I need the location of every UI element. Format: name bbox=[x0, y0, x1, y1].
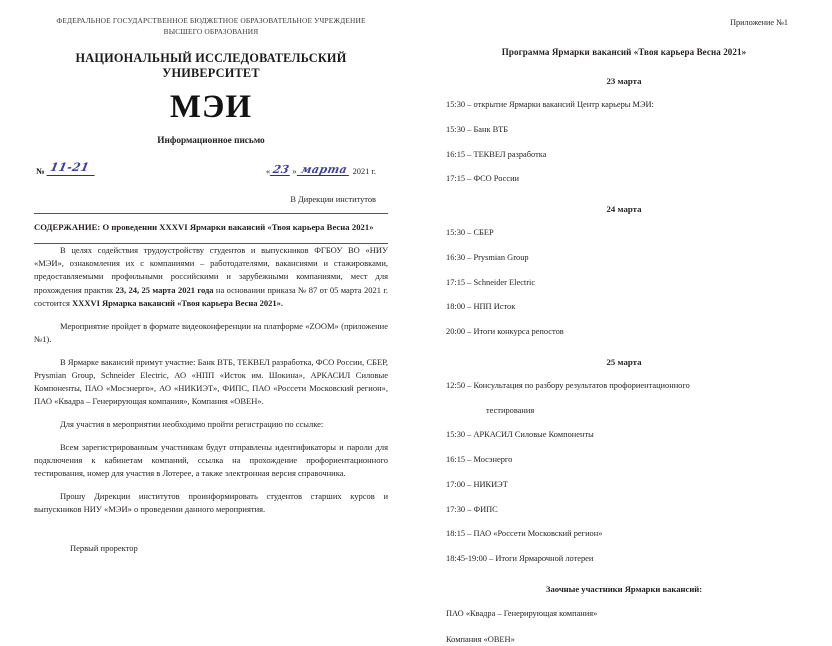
number-symbol: № bbox=[36, 165, 45, 176]
appendix-label: Приложение №1 bbox=[730, 18, 788, 27]
absentee-participant: ПАО «Квадра – Генерирующая компания» bbox=[446, 609, 598, 619]
schedule-item: 16:15 – Мосэнерго bbox=[446, 455, 513, 465]
schedule-item: 17:00 – НИКИЭТ bbox=[446, 479, 508, 489]
mei-logo: МЭИ bbox=[169, 89, 253, 126]
date-quote-close: » bbox=[292, 167, 297, 177]
day-heading: 25 марта bbox=[606, 356, 642, 367]
schedule-item: 18:00 – НПП Исток bbox=[446, 302, 516, 312]
document-date bbox=[266, 164, 376, 176]
schedule-item: 15:30 – СБЕР bbox=[446, 228, 494, 238]
signatory-title: Первый проректор bbox=[70, 542, 138, 553]
addressee: В Дирекции институтов bbox=[290, 195, 376, 205]
schedule-item: 12:50 – Консультация по разбору результатов профориентационного bbox=[446, 380, 690, 390]
program-schedule bbox=[446, 76, 802, 565]
schedule-item: 20:00 – Итоги конкурса репостов bbox=[446, 327, 564, 337]
schedule-item: 16:30 – Prysmian Group bbox=[446, 252, 529, 262]
date-month-handwritten: марта bbox=[296, 164, 351, 176]
date-quote-open: « bbox=[266, 167, 271, 177]
paragraph-credentials: Всем зарегистрированным участникам будут отправлены идентификаторы и пароли для подключения к кабинетам компаний, ссылка на прохождение профориентационного тестирования, номер для участия в Лотерее, а также электронная версия справочника. bbox=[34, 441, 388, 479]
absentee-participants-list bbox=[446, 608, 802, 646]
paragraph-registration: Для участия в мероприятии необходимо пройти регистрацию по ссылке: bbox=[60, 419, 324, 430]
schedule-item-continuation: тестирования bbox=[486, 405, 535, 415]
document-kind: Информационное письмо bbox=[157, 136, 265, 147]
day-heading: 24 марта bbox=[606, 204, 642, 215]
schedule-item: 15:30 – открытие Ярмарки вакансий Центр карьеры МЭИ: bbox=[446, 100, 654, 109]
paragraph-request: Прошу Дирекции институтов проинформировать студентов старших курсов и выпускников НИУ «МЭИ» о проведении данного мероприятия. bbox=[34, 491, 388, 515]
subject-line: СОДЕРЖАНИЕ: О проведении XXXVI Ярмарки вакансий «Твоя карьера Весна 2021» bbox=[34, 222, 374, 233]
event-name: XXXVI Ярмарка вакансий «Твоя карьера Весна 2021». bbox=[72, 297, 283, 308]
number-handwritten-value: 11-21 bbox=[46, 162, 97, 176]
date-day-handwritten: 23 bbox=[271, 163, 291, 177]
schedule-item: 18:15 – ПАО «Россети Московский регион» bbox=[446, 529, 603, 539]
document-number bbox=[36, 162, 95, 176]
letter-meta-row bbox=[34, 156, 388, 186]
schedule-item: 17:15 – ФСО России bbox=[446, 174, 520, 184]
paragraph-participants: В Ярмарке вакансий примут участие: Банк ВТБ, ТЕКВЕЛ разработка, ФСО России, СБЕР, Prysmian Group, Schneider Electric, АО «НПП «Исток им. Шокина», АРКАСИЛ Силовые Компоненты, ПАО «Мосэнерго», АО «НИКИЭТ», ФИПС, ПАО «Россети Московский регион», ПАО «Квадра – Генерирующая компания», Компания «ОВЕН». bbox=[34, 356, 388, 407]
schedule-item: 18:45-19:00 – Итоги Ярмарочной лотереи bbox=[446, 554, 594, 564]
day-heading: 23 марта bbox=[606, 76, 642, 86]
paragraph-purpose-part-3: на основании приказа № 87 от 05 марта 2021 г. состоится bbox=[34, 284, 388, 308]
schedule-item: 17:30 – ФИПС bbox=[446, 504, 498, 514]
absentee-participant: Компания «ОВЕН» bbox=[446, 634, 515, 644]
letter-page bbox=[0, 0, 416, 594]
schedule-item: 15:30 – Банк ВТБ bbox=[446, 124, 509, 134]
paragraph-purpose bbox=[34, 244, 388, 310]
date-year: 2021 г. bbox=[352, 167, 376, 177]
paragraph-purpose-part-1: В целях содействия трудоустройству студентов и выпускников ФГБОУ ВО «НИУ «МЭИ», ознакомления их с компаниями – работодателями, вакансиями и стажировками, предоставляемыми профильными российскими и зарубежными компаниями, мест для прохождения практик bbox=[34, 244, 388, 295]
appendix-page bbox=[416, 0, 832, 644]
university-name: НАЦИОНАЛЬНЫЙ ИССЛЕДОВАТЕЛЬСКИЙ УНИВЕРСИТЕТ bbox=[75, 51, 347, 81]
organization-line-2: ВЫСШЕГО ОБРАЗОВАНИЯ bbox=[163, 26, 259, 36]
event-dates: 23, 24, 25 марта 2021 года bbox=[115, 284, 214, 295]
absentee-participants-heading: Заочные участники Ярмарки вакансий: bbox=[545, 584, 703, 595]
appendix-title: Программа Ярмарки вакансий «Твоя карьера Весна 2021» bbox=[501, 47, 747, 57]
organization-line-1: ФЕДЕРАЛЬНОЕ ГОСУДАРСТВЕННОЕ БЮДЖЕТНОЕ ОБРАЗОВАТЕЛЬНОЕ УЧРЕЖДЕНИЕ bbox=[56, 16, 366, 25]
schedule-item: 16:15 – ТЕКВЕЛ разработка bbox=[446, 149, 547, 159]
schedule-item: 17:15 – Schneider Electric bbox=[446, 277, 536, 287]
subject-rule-top bbox=[34, 213, 388, 214]
paragraph-format: Мероприятие пройдет в формате видеоконференции на платформе «ZOOM» (приложение №1). bbox=[34, 320, 388, 344]
schedule-item: 15:30 – АРКАСИЛ Силовые Компоненты bbox=[446, 430, 594, 440]
